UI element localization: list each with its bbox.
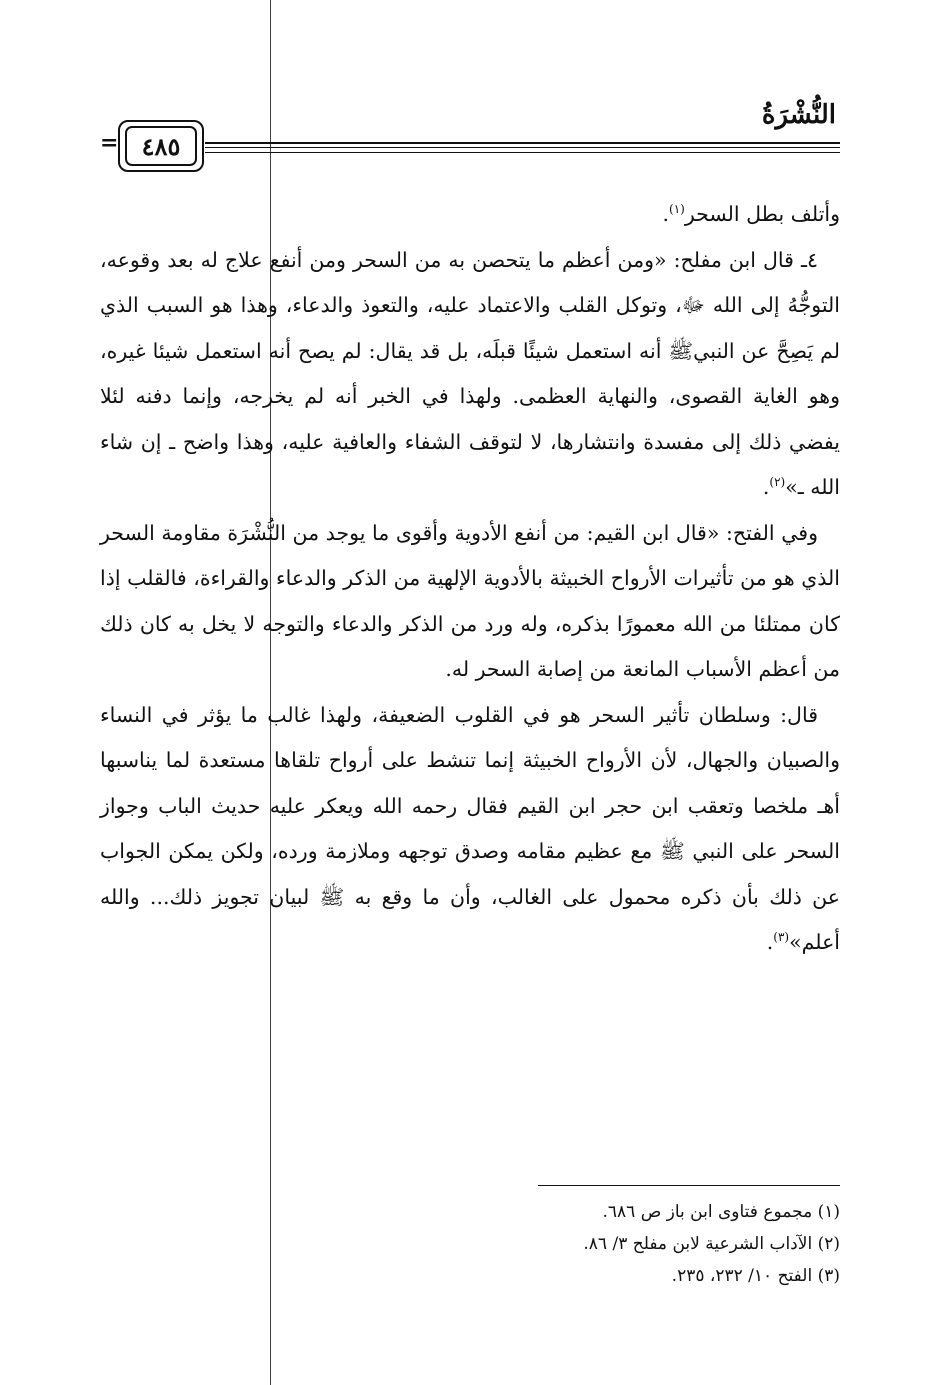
footnote-marker: (٣) [773, 930, 790, 945]
header-rule-line [205, 152, 840, 153]
main-text [100, 192, 840, 966]
footnote: (٣) الفتح ١٠/ ٢٣٢، ٢٣٥. [671, 1266, 840, 1286]
header-rule-line [205, 147, 840, 148]
footnote-separator [538, 1185, 840, 1186]
running-title: النُّشْرَةُ [761, 100, 836, 130]
footnote: (٢) الآداب الشرعية لابن مفلح ٣/ ٨٦. [583, 1234, 840, 1254]
paragraph: قال: وسلطان تأثير السحر هو في القلوب الضعيفة، ولهذا غالب ما يؤثر في النساء والصبيان والجهال، لأن الأرواح الخبيثة إنما تنشط على أرواح تلقاها مستعدة لما يناسبها أهـ ملخصا وتعقب ابن حجر ابن القيم فقال رحمه الله ويعكر عليه حديث الباب وجواز السحر على النبي ﷺ مع عظيم مقامه وصدق توجهه وملازمة ورده، ولكن يمكن الجواب عن ذلك بأن ذكره محمول على الغالب، وأن ما وقع به ﷺ لبيان تجويز ذلك... والله أعلم»$^{(٣)}$. [100, 702, 840, 954]
page-number-frame [118, 120, 204, 172]
header-mark: = [100, 130, 119, 156]
footnote-marker: (١) [669, 202, 685, 217]
header-rule [100, 120, 840, 180]
paragraph: ٤ـ قال ابن مفلح: «ومن أعظم ما يتحصن به من السحر ومن أنفع علاج له بعد وقوعه، التوجُّهُ إلى الله ﷻ، وتوكل القلب والاعتماد عليه، والتعوذ والدعاء، وهذا هو السبب الذي لم يَصِحَّ عن النبيﷺ أنه استعمل شيئًا قبلَه، بل قد يقال: لم يصح أنه استعمل شيئا غيره، وهو الغاية القصوى، والنهاية العظمى. ولهذا في الخبر أنه لم يخرجه، وإنما دفنه لئلا يفضي ذلك إلى مفسدة وانتشارها، لا لتوقف الشفاء والعافية عليه، وهذا واضح ـ إن شاء الله ـ»$^{(٢)}$. [100, 247, 840, 499]
header-rule-line [205, 142, 840, 144]
footnote: (١) مجموع فتاوى ابن باز ص ٦٨٦. [602, 1202, 840, 1222]
footnote-marker: (٢) [769, 475, 786, 490]
paragraph: وفي الفتح: «قال ابن القيم: من أنفع الأدوية وأقوى ما يوجد من النُّشْرَة مقاومة السحر الذي هو من تأثيرات الأرواح الخبيثة بالأدوية الإلهية من الذكر والدعاء والقراءة، فالقلب إذا كان ممتلئا من الله معمورًا بذكره، وله ورد من الذكر والدعاء والتوجه لا يخل به كان ذلك من أعظم الأسباب المانعة من إصابة السحر له. [100, 520, 840, 681]
footnotes [400, 1196, 840, 1292]
page-number: ٤٨٥ [125, 126, 197, 166]
paragraph: وأتلف بطل السحر$^{(١)}$. [662, 202, 840, 226]
